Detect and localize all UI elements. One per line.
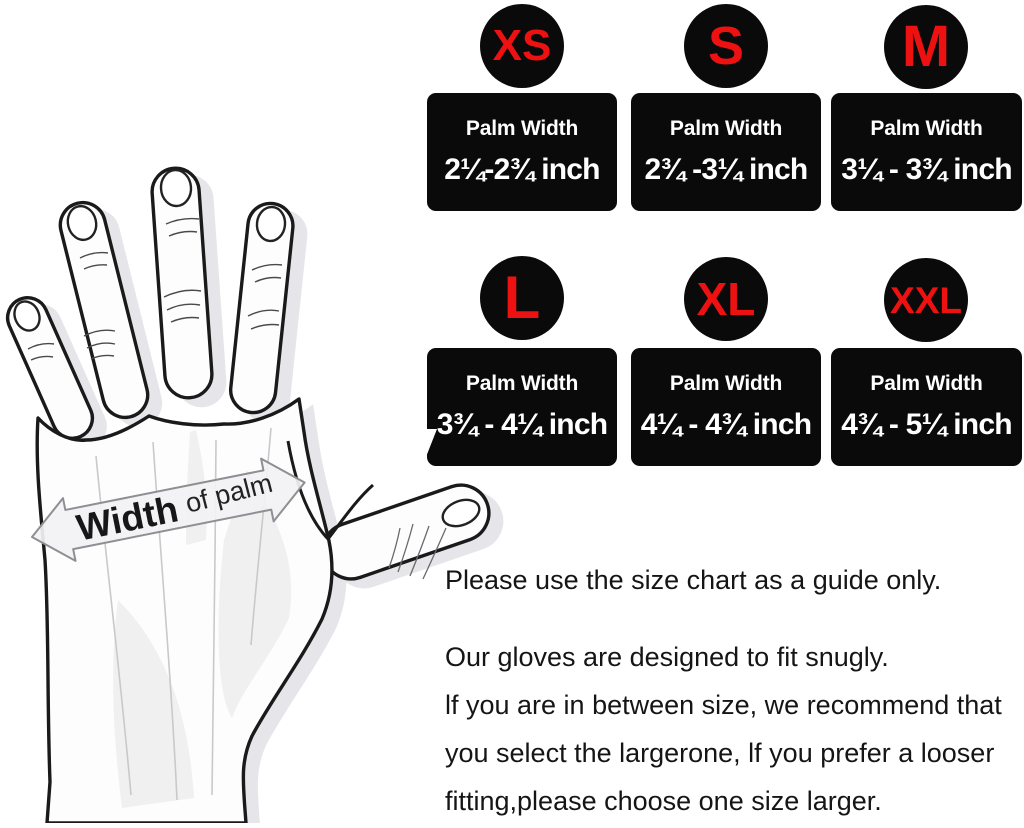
- palm-width-label: Palm Width: [669, 372, 783, 395]
- size-guide-notes: [445, 556, 1002, 825]
- size-panel-xl: [631, 348, 821, 466]
- palm-width-label: Palm Width: [465, 117, 579, 140]
- size-badge-xxl: XXL: [884, 258, 968, 342]
- note-line: fitting,please choose one size larger.: [445, 786, 882, 816]
- width-arrow-label-rest: of palm: [182, 467, 276, 519]
- size-badge-xl: XL: [684, 257, 768, 341]
- palm-width-label: Palm Width: [870, 372, 983, 395]
- palm-width-label: Palm Width: [669, 117, 783, 140]
- width-arrow-label-bold: Width: [73, 488, 182, 549]
- palm-width-range: 4¾ - 5¼ inch: [841, 408, 1012, 441]
- size-badge-s: S: [684, 4, 768, 88]
- palm-width-range: 2¾ -3¼ inch: [644, 153, 808, 186]
- size-badge-m: M: [884, 5, 968, 89]
- note-line: Please use the size chart as a guide only.: [445, 565, 942, 595]
- size-badge-xs: XS: [480, 4, 564, 88]
- size-panel-s: [631, 93, 821, 211]
- palm-width-range: 3¾ - 4¼ inch: [436, 408, 608, 441]
- hand-illustration-svg: [0, 140, 512, 823]
- note-line: you select the largerone, lf you prefer a looser: [445, 738, 995, 768]
- hand-illustration: [0, 140, 512, 823]
- palm-width-label: Palm Width: [465, 372, 579, 395]
- size-badge-l: L: [480, 256, 564, 340]
- box-corner-overlap: [424, 429, 437, 462]
- size-panel-m: [831, 93, 1022, 211]
- note-line: lf you are in between size, we recommend that: [445, 690, 1002, 720]
- size-panel-xxl: [831, 348, 1022, 466]
- palm-width-range: 3¼ - 3¾ inch: [841, 153, 1012, 186]
- palm-width-label: Palm Width: [870, 117, 983, 140]
- palm-width-range: 4¼ - 4¾ inch: [640, 408, 812, 441]
- note-line: Our gloves are designed to fit snugly.: [445, 642, 889, 672]
- palm-width-range: 2¼-2¾ inch: [444, 153, 600, 186]
